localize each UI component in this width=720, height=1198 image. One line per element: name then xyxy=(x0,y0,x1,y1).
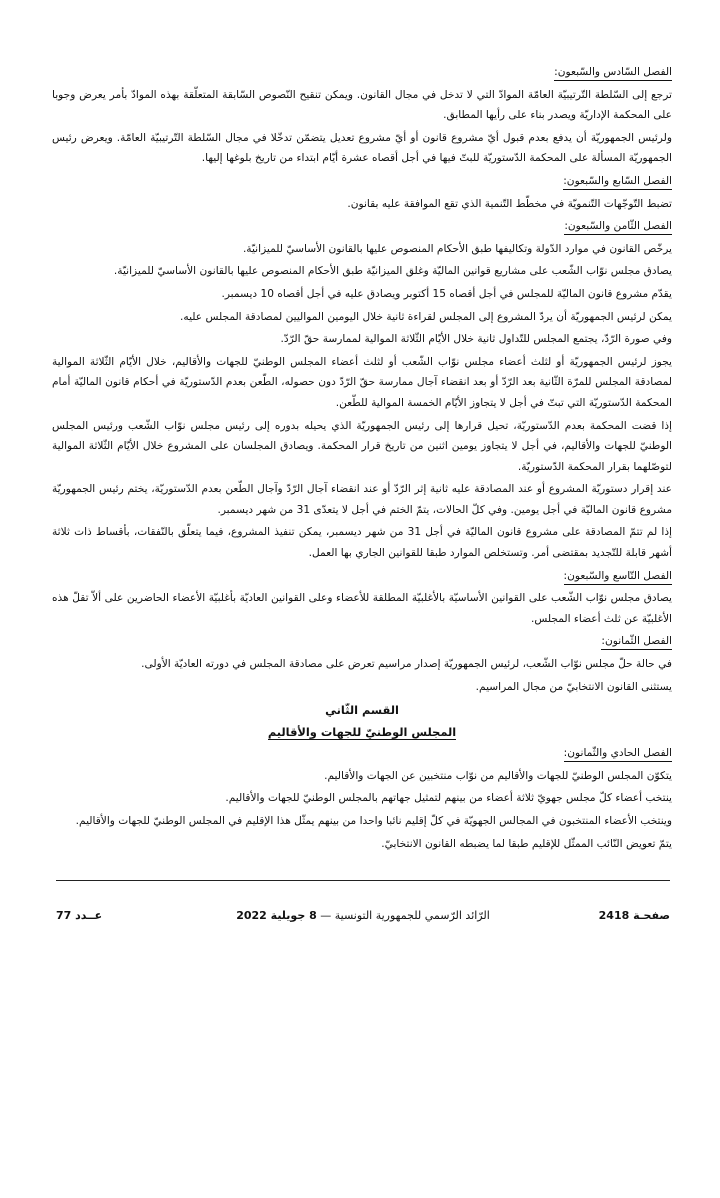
chapter-78 xyxy=(52,216,672,564)
paragraph: إذا لم تتمّ المصادقة على مشروع قانون الماليّة في أجل 31 من شهر ديسمبر، يمكن تنفيذ المشروع، فيما يتعلّق بالنّفقات، بأقساط ذات ثلاثة أشهر قابلة للتّجديد بمقتضى أمر. وتستخلص الموارد طبقا للقوانين الجاري بها العمل. xyxy=(52,526,672,560)
chapter-77 xyxy=(52,171,672,214)
chapter-80 xyxy=(52,631,672,697)
chapter-heading: الفصل السّابع والسّبعون: xyxy=(563,174,672,190)
paragraph: يمكن لرئيس الجمهوريّة أن يردّ المشروع إلى المجلس لقراءة ثانية خلال اليومين المواليين لمصادقة المجلس عليه. xyxy=(180,310,672,323)
chapter-heading: الفصل الحادي والثّمانون: xyxy=(564,746,672,762)
part-title: القسم الثّاني xyxy=(325,703,399,718)
paragraph: يرخّص القانون في موارد الدّولة وتكاليفها طبق الأحكام المنصوص عليها بالقانون الأساسيّ للميزانيّة. xyxy=(242,242,672,255)
paragraph: يصادق مجلس نوّاب الشّعب على القوانين الأساسيّة بالأغلبيّة المطلقة للأعضاء وعلى القوانين العاديّة بأغلبيّة الأعضاء الحاضرين على ألاّ تقلّ هذه الأغلبيّة عن ثلث أعضاء المجلس. xyxy=(52,592,672,625)
paragraph: ولرئيس الجمهوريّة أن يدفع بعدم قبول أيّ مشروع قانون أو أيّ مشروع تعديل يتضمّن تدخّلا في مجال السّلطة التّرتيبيّة العامّة. ويعرض رئيس الجمهوريّة المسألة على المحكمة الدّستوريّة للبتّ فيها في أجل أقصاه عشرة أيّام ابتداء من تاريخ بلوغها إليها. xyxy=(52,131,672,165)
issue-date: 8 جويلية 2022 xyxy=(236,909,317,922)
paragraph: في حالة حلّ مجلس نوّاب الشّعب، لرئيس الجمهوريّة إصدار مراسيم تعرض على مصادقة المجلس في دورته العاديّة الأولى. xyxy=(141,658,672,671)
document-body xyxy=(52,62,672,856)
paragraph: ترجع إلى السّلطة التّرتيبيّة العامّة الموادّ التي لا تدخل في مجال القانون. ويمكن تنقيح النّصوص السّابقة المتعلّقة بهذه الموادّ بأمر يعرض وجوبا على المحكمة الإداريّة ويصدر بناء على رأيها المطابق. xyxy=(52,88,672,122)
paragraph: وينتخب الأعضاء المنتخبون في المجالس الجهويّة في كلّ إقليم نائبا واحدا من بينهم يمثّل هذا الإقليم في المجلس الوطنيّ للجهات والأقاليم. xyxy=(75,815,672,827)
paragraph: يصادق مجلس نوّاب الشّعب على مشاريع قوانين الماليّة وغلق الميزانيّة طبق الأحكام المنصوص عليها بالقانون الأساسيّ للميزانيّة. xyxy=(113,265,672,278)
paragraph: تضبط التّوجّهات التّنمويّة في مخطّط التّنمية الذي تقع الموافقة عليه بقانون. xyxy=(347,197,672,210)
paragraph: يتكوّن المجلس الوطنيّ للجهات والأقاليم من نوّاب منتخبين عن الجهات والأقاليم. xyxy=(324,769,672,782)
chapter-76 xyxy=(52,62,672,169)
chapter-heading: الفصل الثّامن والسّبعون: xyxy=(564,219,672,235)
paragraph: يجوز لرئيس الجمهوريّة أو لثلث أعضاء مجلس نوّاب الشّعب أو لثلث أعضاء المجلس الوطنيّ للجهات والأقاليم، خلال الأيّام الثّلاثة الموالية لمصادقة المجلس للمرّة الثّانية بعد الرّدّ أو بعد انقضاء آجال ممارسة حقّ الرّدّ دون حصوله، الطّعن بعدم الدّستوريّة في أحكام قانون الماليّة أمام المحكمة الدّستوريّة التي تبتّ في أجل لا يتجاوز الأيّام الخمسة الموالية للطّعن. xyxy=(52,355,672,409)
chapter-heading: الفصل السّادس والسّبعون: xyxy=(554,65,672,81)
page-number: صفحـة 2418 xyxy=(598,909,670,922)
page-footer xyxy=(56,880,670,927)
chapter-81 xyxy=(52,743,672,854)
chapter-79 xyxy=(52,566,672,630)
paragraph: وفي صورة الرّدّ، يجتمع المجلس للتّداول ثانية خلال الأيّام الثّلاثة الموالية لممارسة حقّ الرّدّ. xyxy=(280,333,672,346)
gazette-title: الرّائد الرّسمي للجمهورية التونسية — 8 جويلية 2022 xyxy=(236,909,490,922)
chapter-heading: الفصل الثّمانون: xyxy=(601,634,672,650)
paragraph: إذا قضت المحكمة بعدم الدّستوريّة، تحيل قرارها إلى رئيس الجمهوريّة الذي يحيله بدوره إلى رئيس مجلس نوّاب الشّعب ورئيس المجلس الوطنيّ للجهات والأقاليم، في أجل لا يتجاوز يومين اثنين من تاريخ قرار المحكمة. ويصادق المجلسان على المشروع خلال الأيّام الثّلاثة الموالية لتوصّلهما بقرار المحكمة الدّستوريّة. xyxy=(52,419,672,473)
paragraph: يتمّ تعويض النّائب الممثّل للإقليم طبقا لما يضبطه القانون الانتخابيّ. xyxy=(381,837,672,850)
paragraph: عند إقرار دستوريّة المشروع أو عند المصادقة عليه ثانية إثر الرّدّ أو عند انقضاء آجال الرّدّ وآجال الطّعن بعدم الدّستوريّة، يختم رئيس الجمهوريّة مشروع قانون الماليّة في أجل يومين. وفي كلّ الحالات، يتمّ الختم في أجل لا يتعدّى 31 من شهر ديسمبر. xyxy=(52,483,672,516)
part-subtitle: المجلس الوطنيّ للجهات والأقاليم xyxy=(267,725,457,740)
paragraph: يستثنى القانون الانتخابيّ من مجال المراسيم. xyxy=(475,680,672,693)
issue-number: عــدد 77 xyxy=(56,909,103,922)
paragraph: ينتخب أعضاء كلّ مجلس جهويّ ثلاثة أعضاء من بينهم لتمثيل جهاتهم بالمجلس الوطنيّ للجهات والأقاليم. xyxy=(225,792,672,805)
paragraph: يقدّم مشروع قانون الماليّة للمجلس في أجل أقصاه 15 أكتوبر ويصادق عليه في أجل أقصاه 10 ديسمبر. xyxy=(221,287,672,300)
chapter-heading: الفصل التّاسع والسّبعون: xyxy=(564,569,672,585)
